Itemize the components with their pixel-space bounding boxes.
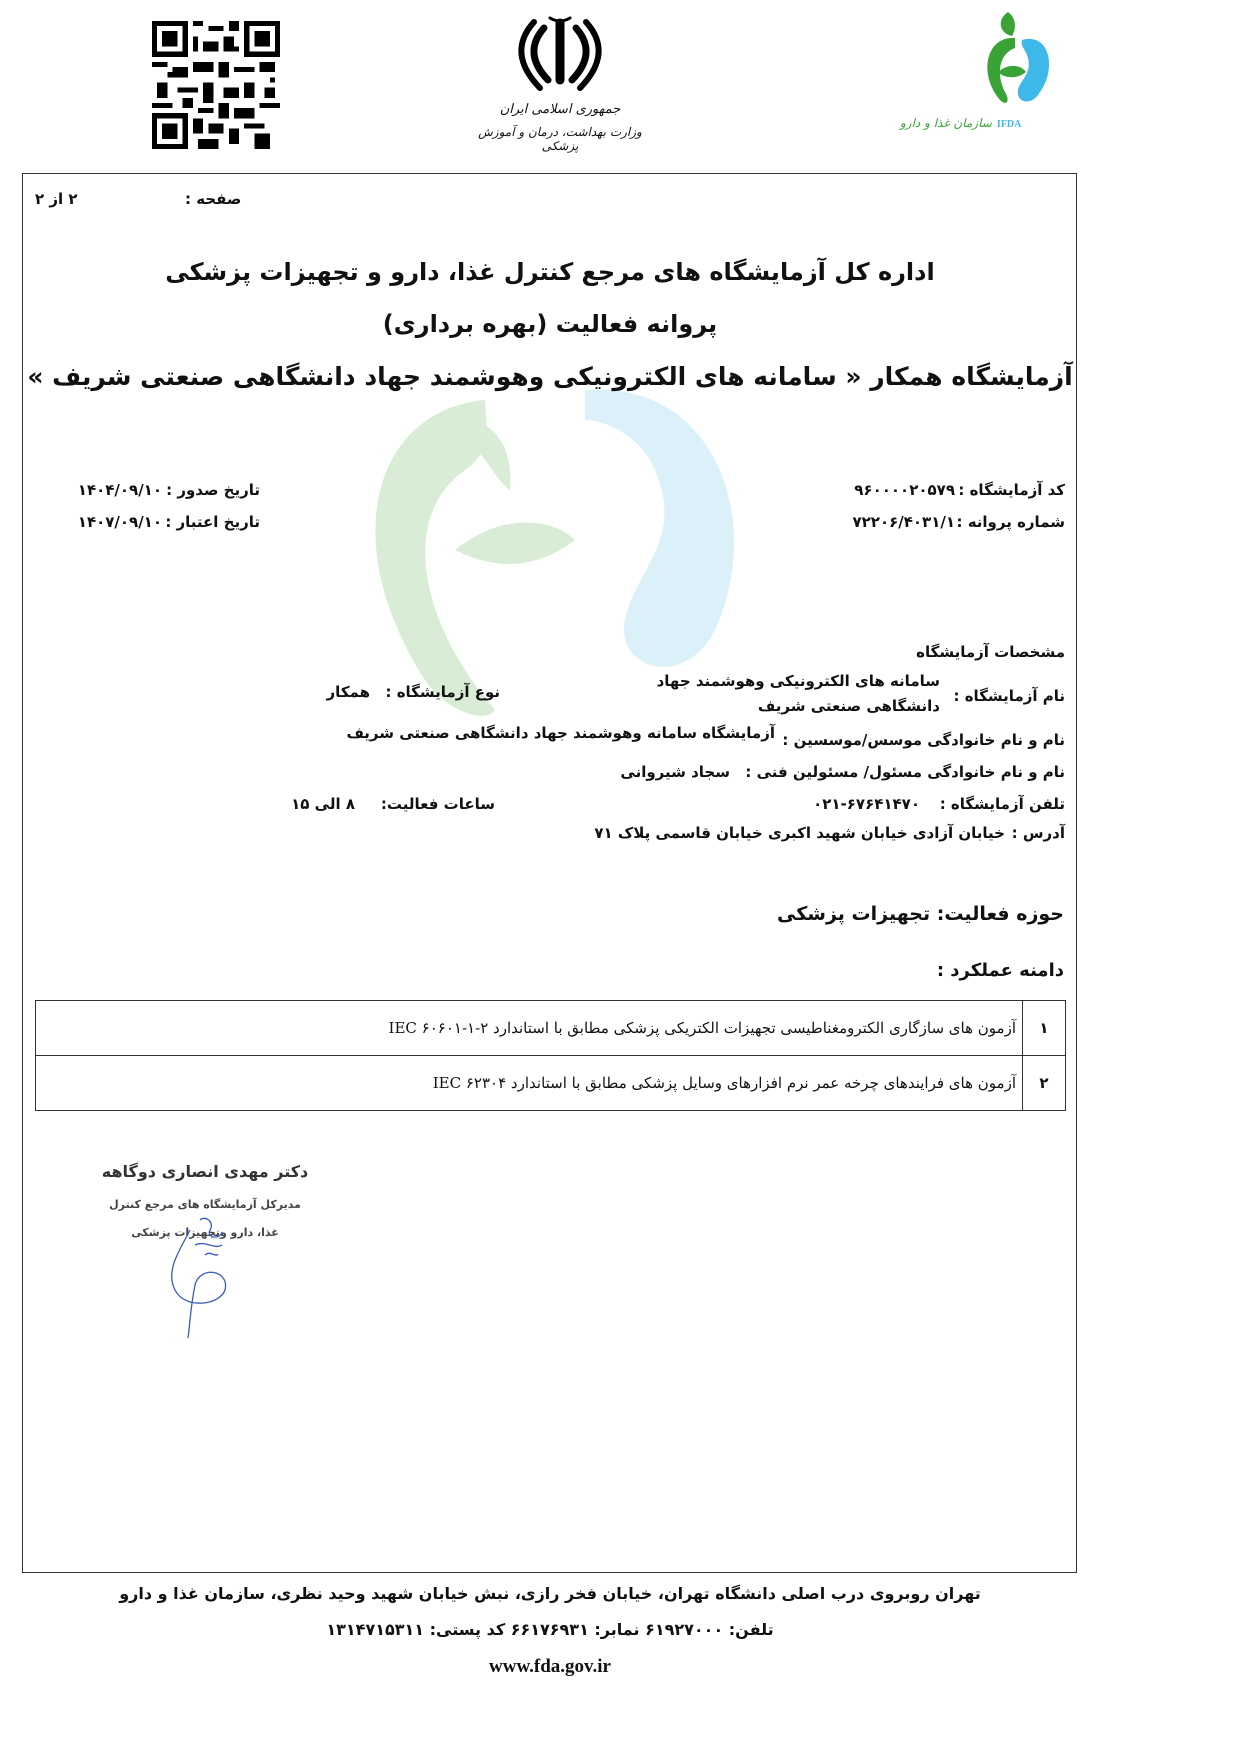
technical-manager-label: نام و نام خانوادگی مسئول/ مسئولین فنی : xyxy=(745,763,1065,781)
row-number: ۲ xyxy=(1023,1056,1066,1111)
signatory-title-line2: غذا، دارو وتجهیزات پزشکی xyxy=(131,1226,279,1239)
ifda-logo-text-fa: سازمان غذا و دارو xyxy=(900,116,992,130)
license-number-label: شماره پروانه : xyxy=(956,513,1065,531)
emblem-text-ministry: وزارت بهداشت، درمان و آموزش پزشکی xyxy=(478,125,642,153)
signatory-name: دکتر مهدی انصاری دوگاهه xyxy=(101,1162,309,1181)
page-number: ۲ از ۲ xyxy=(35,190,78,208)
lab-name-line1: سامانه های الکترونیکی وهوشمند جهاد xyxy=(656,672,940,690)
ministry-emblem xyxy=(470,8,650,163)
title-department: اداره کل آزمایشگاه های مرجع کنترل غذا، دارو و تجهیزات پزشکی xyxy=(165,258,935,286)
row-number: ۱ xyxy=(1023,1001,1066,1056)
lab-code-value: ۹۶۰۰۰۰۲۰۵۷۹ xyxy=(854,481,955,499)
expiry-date-label: تاریخ اعتبار : xyxy=(165,513,260,531)
scope-label: دامنه عملکرد : xyxy=(936,960,1064,981)
signatory-title-line1: مدیرکل آزمایشگاه های مرجع کنترل xyxy=(109,1198,301,1211)
emblem-text-republic: جمهوری اسلامی ایران xyxy=(499,102,621,117)
title-license: پروانه فعالیت (بهره برداری) xyxy=(382,310,718,338)
lab-name-line2: دانشگاهی صنعتی شریف xyxy=(757,697,940,715)
lab-details-heading: مشخصات آزمایشگاه xyxy=(916,643,1065,661)
qr-code-icon xyxy=(152,20,280,150)
ifda-logo xyxy=(900,10,1070,135)
expiry-date-value: ۱۴۰۷/۰۹/۱۰ xyxy=(77,513,162,531)
footer-website-link[interactable]: www.fda.gov.ir xyxy=(489,1656,611,1677)
issue-date-label: تاریخ صدور : xyxy=(166,481,260,499)
ifda-logo-text-en: IFDA xyxy=(996,119,1022,130)
footer-contacts: تلفن: ۶۱۹۲۷۰۰۰ نمابر: ۶۶۱۷۶۹۳۱ کد پستی: ۱۳۱۴۷۱۵۳۱۱ xyxy=(326,1620,774,1639)
technical-manager-value: سجاد شیروانی xyxy=(620,763,730,781)
lab-phone-label: تلفن آزمایشگاه : xyxy=(939,795,1065,813)
title-lab: آزمایشگاه همکار « سامانه های الکترونیکی وهوشمند جهاد دانشگاهی صنعتی شریف » xyxy=(27,362,1073,391)
iran-emblem-icon xyxy=(470,8,650,98)
footer-address: تهران روبروی درب اصلی دانشگاه تهران، خیابان فخر رازی، نبش خیابان شهید وحید نظری، سازمان غذا و دارو xyxy=(119,1584,981,1603)
issue-date-value: ۱۴۰۴/۰۹/۱۰ xyxy=(77,481,162,499)
handwritten-signature-icon xyxy=(160,1210,250,1340)
lab-type-label: نوع آزمایشگاه : xyxy=(385,683,500,701)
ifda-logo-icon xyxy=(900,10,1070,110)
row-text: آزمون های فرایندهای چرخه عمر نرم افزارهای وسایل پزشکی مطابق با استاندارد ۶۲۳۰۴ IEC xyxy=(36,1056,1023,1111)
row-text: آزمون های سازگاری الکترومغناطیسی تجهیزات الکتریکی پزشکی مطابق با استاندارد ۲-۱-۶۰۶۰۱ IEC xyxy=(36,1001,1023,1056)
lab-type-value: همکار xyxy=(326,683,370,701)
lab-name-label: نام آزمایشگاه : xyxy=(953,687,1065,705)
working-hours-value: ۸ الی ۱۵ xyxy=(291,795,355,813)
table-row xyxy=(36,1056,1066,1111)
founder-value: آزمایشگاه سامانه وهوشمند جهاد دانشگاهی صنعتی شریف xyxy=(346,724,775,742)
lab-phone-value: ۰۲۱-۶۷۶۴۱۴۷۰ xyxy=(813,795,920,813)
table-row xyxy=(36,1001,1066,1056)
address-label: آدرس : xyxy=(1011,824,1065,842)
license-number-value: ۷۲۲۰۶/۴۰۳۱/۱ xyxy=(852,513,955,531)
scope-table xyxy=(35,1000,1066,1111)
lab-code-label: کد آزمایشگاه : xyxy=(958,481,1065,499)
address-value: خیابان آزادی خیابان شهید اکبری خیابان قاسمی پلاک ۷۱ xyxy=(594,824,1005,842)
working-hours-label: ساعات فعالیت: xyxy=(380,795,495,813)
founder-label: نام و نام خانوادگی موسس/موسسین : xyxy=(782,731,1065,749)
activity-field: حوزه فعالیت: تجهیزات پزشکی xyxy=(777,903,1064,925)
page-label: صفحه : xyxy=(185,190,242,208)
